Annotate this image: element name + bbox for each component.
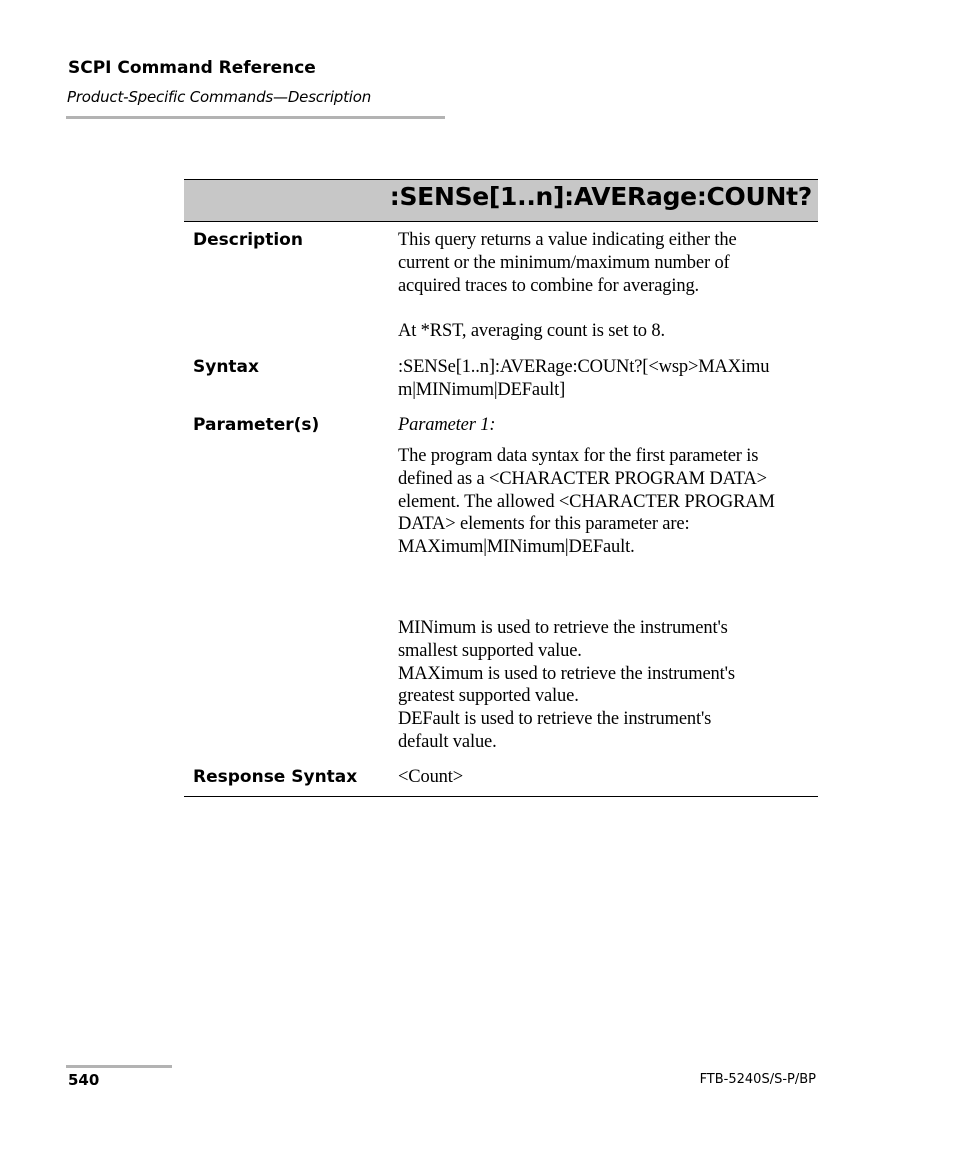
parameter-line: The program data syntax for the first parameter is	[398, 446, 759, 466]
table-bottom-rule	[184, 796, 818, 797]
section-subtitle: Product-Specific Commands—Description	[67, 88, 372, 106]
command-header-bar	[184, 179, 818, 222]
parameter-line: defined as a <CHARACTER PROGRAM DATA>	[398, 468, 767, 489]
description-line: current or the minimum/maximum number of	[398, 252, 730, 273]
parameter-title: Parameter 1:	[398, 415, 496, 435]
response-syntax-value: <Count>	[398, 767, 464, 787]
description-label: Description	[193, 230, 303, 250]
header-divider	[66, 116, 445, 119]
description-text	[398, 229, 818, 297]
parameter-line: DATA> elements for this parameter are:	[398, 514, 690, 535]
syntax-label: Syntax	[193, 357, 259, 377]
parameter-line: element. The allowed <CHARACTER PROGRAM	[398, 491, 775, 512]
syntax-text	[398, 356, 818, 402]
footer-divider	[66, 1065, 172, 1068]
parameter-detail-line: DEFault is used to retrieve the instrument's	[398, 709, 712, 730]
description-line: acquired traces to combine for averaging.	[398, 275, 700, 296]
syntax-line: :SENSe[1..n]:AVERage:COUNt?[<wsp>MAXimu	[398, 357, 770, 377]
parameter-detail-line: smallest supported value.	[398, 640, 582, 661]
response-syntax-label: Response Syntax	[193, 767, 358, 787]
command-title: :SENSe[1..n]:AVERage:COUNt?	[389, 182, 812, 211]
parameter-details	[398, 617, 818, 754]
rst-note: At *RST, averaging count is set to 8.	[398, 321, 665, 341]
description-line: This query returns a value indicating either the	[398, 230, 737, 250]
syntax-line: m|MINimum|DEFault]	[398, 379, 566, 400]
parameter-detail-line: greatest supported value.	[398, 686, 579, 707]
page-number: 540	[68, 1071, 100, 1089]
product-model: FTB-5240S/S-P/BP	[699, 1072, 816, 1087]
section-title: SCPI Command Reference	[68, 58, 316, 78]
parameters-label: Parameter(s)	[193, 415, 320, 435]
parameter-detail-line: MINimum is used to retrieve the instrument's	[398, 618, 728, 638]
parameter-text	[398, 445, 818, 559]
parameter-detail-line: default value.	[398, 731, 497, 752]
parameter-detail-line: MAXimum is used to retrieve the instrument's	[398, 663, 735, 684]
parameter-line: MAXimum|MINimum|DEFault.	[398, 537, 635, 558]
